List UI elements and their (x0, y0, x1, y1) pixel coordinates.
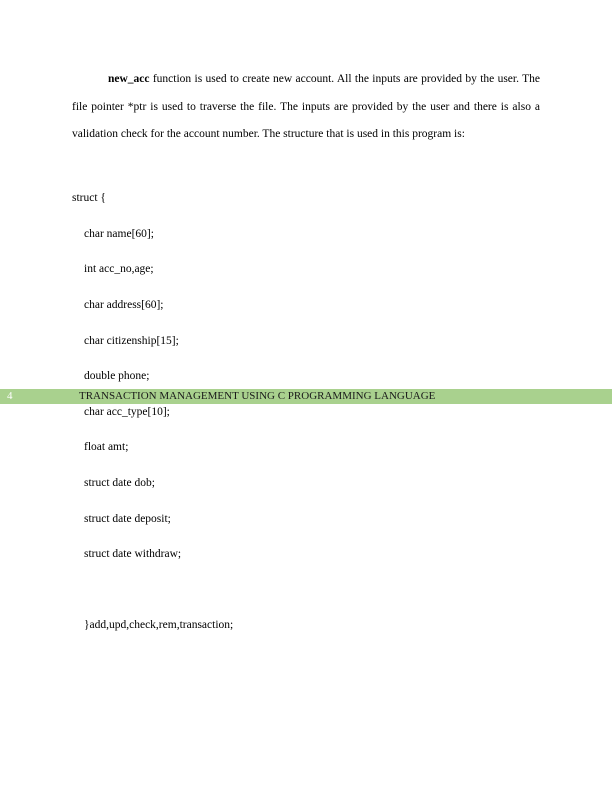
struct-close-line: }add,upd,check,rem,transaction; (84, 619, 234, 631)
struct-field-dob: struct date dob; (84, 477, 155, 489)
struct-field-deposit: struct date deposit; (84, 513, 171, 525)
struct-open-line: struct { (72, 192, 106, 204)
struct-field-acc-no: int acc_no,age; (84, 263, 154, 275)
struct-field-amt: float amt; (84, 441, 129, 453)
body-paragraph (72, 66, 540, 149)
running-title: TRANSACTION MANAGEMENT USING C PROGRAMMING LANGUAGE (79, 390, 436, 402)
struct-field-phone: double phone; (84, 370, 150, 382)
page-number: 4 (7, 390, 13, 402)
struct-field-name: char name[60]; (84, 228, 154, 240)
paragraph-text: function is used to create new account. All the inputs are provided by the user. The file pointer *ptr is used to traverse the file. The inputs are provided by the user and there is also a validation check for the account number. The structure that is used in this program is: (72, 73, 540, 140)
function-name: new_acc (108, 73, 150, 85)
struct-field-citizenship: char citizenship[15]; (84, 335, 179, 347)
running-footer (0, 389, 612, 404)
struct-field-address: char address[60]; (84, 299, 164, 311)
struct-field-acc-type: char acc_type[10]; (84, 406, 170, 418)
struct-field-withdraw: struct date withdraw; (84, 548, 182, 560)
